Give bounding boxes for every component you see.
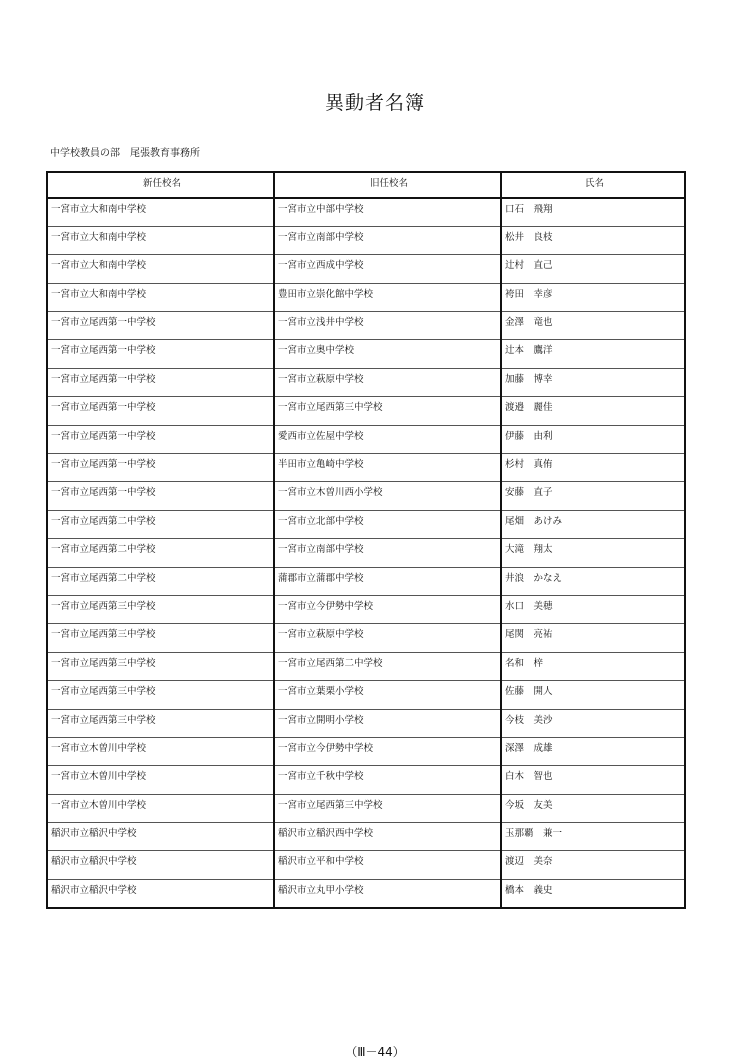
table-row (47, 766, 685, 794)
new-school-cell: 稲沢市立稲沢中学校 (47, 851, 274, 879)
table-row (47, 794, 685, 822)
new-school-cell: 一宮市立木曽川中学校 (47, 766, 274, 794)
old-school-cell: 稲沢市立平和中学校 (274, 851, 501, 879)
new-school-cell: 一宮市立尾西第三中学校 (47, 681, 274, 709)
new-school-cell: 一宮市立大和南中学校 (47, 255, 274, 283)
new-school-cell: 一宮市立木曽川中学校 (47, 737, 274, 765)
name-cell: 尾関 亮祐 (501, 624, 685, 652)
old-school-cell: 一宮市立尾西第三中学校 (274, 794, 501, 822)
transfer-roster-table (46, 171, 686, 909)
old-school-cell: 一宮市立開明小学校 (274, 709, 501, 737)
new-school-cell: 一宮市立尾西第三中学校 (47, 652, 274, 680)
new-school-cell: 一宮市立尾西第一中学校 (47, 454, 274, 482)
new-school-cell: 一宮市立大和南中学校 (47, 198, 274, 226)
table-row (47, 737, 685, 765)
table-row (47, 709, 685, 737)
table-row (47, 595, 685, 623)
table-row (47, 823, 685, 851)
old-school-cell: 一宮市立尾西第二中学校 (274, 652, 501, 680)
new-school-cell: 一宮市立尾西第一中学校 (47, 340, 274, 368)
old-school-cell: 一宮市立中部中学校 (274, 198, 501, 226)
old-school-cell: 稲沢市立稲沢西中学校 (274, 823, 501, 851)
old-school-cell: 一宮市立千秋中学校 (274, 766, 501, 794)
name-cell: 袴田 幸彦 (501, 283, 685, 311)
old-school-cell: 一宮市立今伊勢中学校 (274, 595, 501, 623)
table-row (47, 624, 685, 652)
table-row (47, 312, 685, 340)
old-school-cell: 一宮市立葉栗小学校 (274, 681, 501, 709)
table-row (47, 283, 685, 311)
new-school-cell: 稲沢市立稲沢中学校 (47, 823, 274, 851)
old-school-cell: 一宮市立木曽川西小学校 (274, 482, 501, 510)
old-school-cell: 半田市立亀崎中学校 (274, 454, 501, 482)
new-school-cell: 一宮市立大和南中学校 (47, 283, 274, 311)
table-row (47, 255, 685, 283)
section-header (50, 144, 200, 159)
table-row (47, 454, 685, 482)
name-cell: 杉村 真侑 (501, 454, 685, 482)
old-school-cell: 一宮市立奥中学校 (274, 340, 501, 368)
new-school-cell: 稲沢市立稲沢中学校 (47, 879, 274, 907)
name-cell: 名和 梓 (501, 652, 685, 680)
new-school-cell: 一宮市立尾西第三中学校 (47, 595, 274, 623)
new-school-cell: 一宮市立尾西第一中学校 (47, 425, 274, 453)
name-cell: 今枝 美沙 (501, 709, 685, 737)
table-row (47, 425, 685, 453)
new-school-cell: 一宮市立尾西第三中学校 (47, 709, 274, 737)
header-row (47, 172, 685, 198)
table-row (47, 482, 685, 510)
name-cell: 松井 良枝 (501, 226, 685, 254)
name-cell: 水口 美穂 (501, 595, 685, 623)
name-cell: 橋本 義史 (501, 879, 685, 907)
name-cell: 渡邉 麗佳 (501, 397, 685, 425)
old-school-cell: 一宮市立尾西第三中学校 (274, 397, 501, 425)
new-school-cell: 一宮市立尾西第一中学校 (47, 312, 274, 340)
table-header (47, 172, 685, 198)
name-cell: 金澤 竜也 (501, 312, 685, 340)
new-school-cell: 一宮市立木曽川中学校 (47, 794, 274, 822)
new-school-cell: 一宮市立尾西第二中学校 (47, 510, 274, 538)
table-row (47, 368, 685, 396)
new-school-cell: 一宮市立尾西第二中学校 (47, 539, 274, 567)
name-cell: 辻村 直己 (501, 255, 685, 283)
header-name: 氏名 (501, 172, 685, 198)
name-cell: 伊藤 由利 (501, 425, 685, 453)
name-cell: 佐藤 開人 (501, 681, 685, 709)
old-school-cell: 稲沢市立丸甲小学校 (274, 879, 501, 907)
old-school-cell: 豊田市立崇化館中学校 (274, 283, 501, 311)
table-body (47, 198, 685, 908)
table-row (47, 879, 685, 907)
name-cell: 尾畑 あけみ (501, 510, 685, 538)
new-school-cell: 一宮市立尾西第三中学校 (47, 624, 274, 652)
name-cell: 今坂 友美 (501, 794, 685, 822)
old-school-cell: 蒲郡市立蒲郡中学校 (274, 567, 501, 595)
header-new-school: 新任校名 (47, 172, 274, 198)
table-row (47, 340, 685, 368)
header-old-school: 旧任校名 (274, 172, 501, 198)
table-row (47, 510, 685, 538)
new-school-cell: 一宮市立大和南中学校 (47, 226, 274, 254)
table-row (47, 226, 685, 254)
new-school-cell: 一宮市立尾西第一中学校 (47, 368, 274, 396)
new-school-cell: 一宮市立尾西第一中学校 (47, 397, 274, 425)
page-title: 異動者名簿 (324, 92, 425, 114)
name-cell: 白木 智也 (501, 766, 685, 794)
name-cell: 玉那覇 兼一 (501, 823, 685, 851)
office-name: 尾張教育事務所 (130, 148, 200, 159)
table-row (47, 652, 685, 680)
old-school-cell: 一宮市立南部中学校 (274, 539, 501, 567)
section-label: 中学校教員の部 (50, 148, 120, 159)
table-row (47, 567, 685, 595)
new-school-cell: 一宮市立尾西第二中学校 (47, 567, 274, 595)
old-school-cell: 一宮市立今伊勢中学校 (274, 737, 501, 765)
old-school-cell: 一宮市立南部中学校 (274, 226, 501, 254)
name-cell: 安藤 直子 (501, 482, 685, 510)
old-school-cell: 愛西市立佐屋中学校 (274, 425, 501, 453)
name-cell: 井浪 かなえ (501, 567, 685, 595)
name-cell: 加藤 博幸 (501, 368, 685, 396)
old-school-cell: 一宮市立萩原中学校 (274, 368, 501, 396)
table-row (47, 397, 685, 425)
old-school-cell: 一宮市立浅井中学校 (274, 312, 501, 340)
old-school-cell: 一宮市立萩原中学校 (274, 624, 501, 652)
name-cell: 深澤 成雄 (501, 737, 685, 765)
table-row (47, 851, 685, 879)
old-school-cell: 一宮市立西成中学校 (274, 255, 501, 283)
name-cell: 大滝 翔太 (501, 539, 685, 567)
name-cell: 辻本 鷹洋 (501, 340, 685, 368)
name-cell: 口石 飛翔 (501, 198, 685, 226)
table-row (47, 681, 685, 709)
new-school-cell: 一宮市立尾西第一中学校 (47, 482, 274, 510)
name-cell: 渡辺 美奈 (501, 851, 685, 879)
old-school-cell: 一宮市立北部中学校 (274, 510, 501, 538)
page-number: （Ⅲ－44） (345, 1045, 405, 1059)
table-row (47, 198, 685, 226)
table-row (47, 539, 685, 567)
